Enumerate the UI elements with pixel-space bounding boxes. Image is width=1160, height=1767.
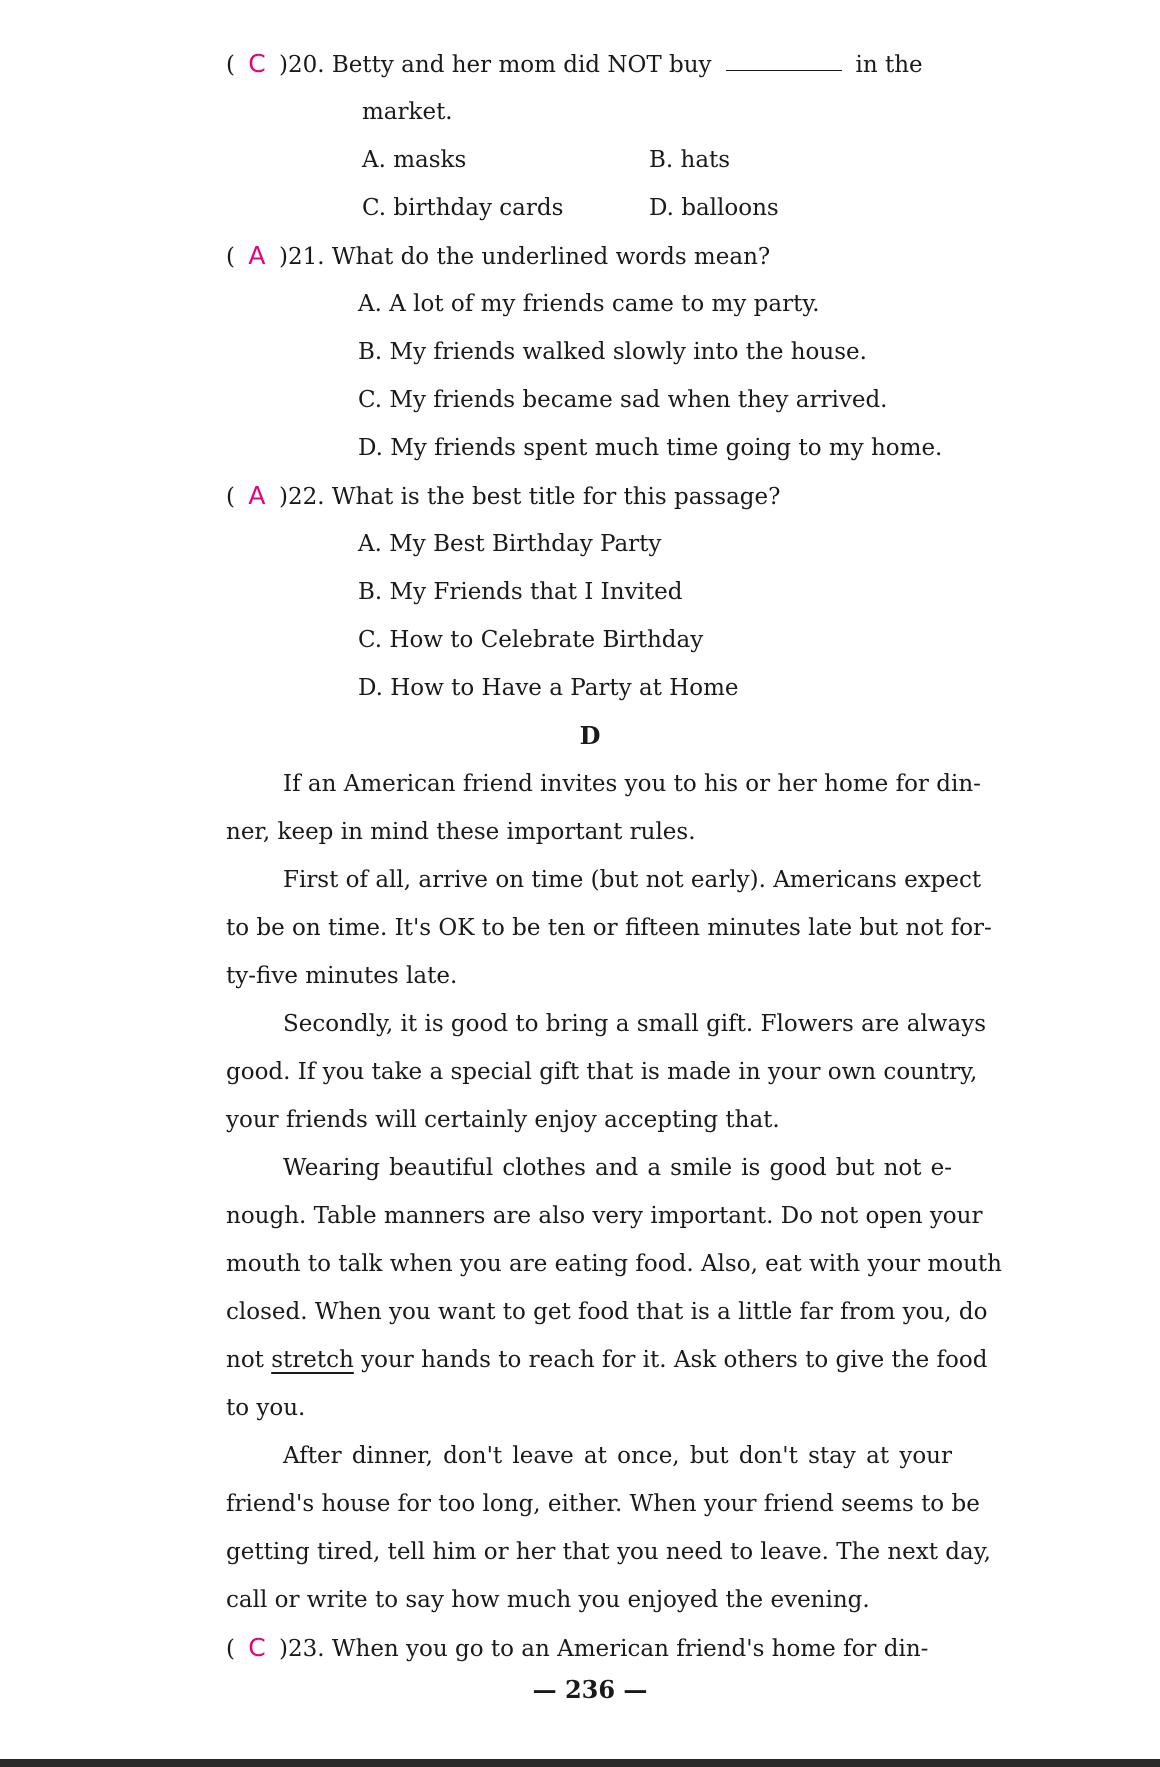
passage-line: friend's house for too long, either. When your friend seems to be bbox=[226, 1491, 980, 1517]
answer-22: A bbox=[248, 481, 266, 510]
passage-line: getting tired, tell him or her that you need to leave. The next day, bbox=[226, 1539, 991, 1565]
question-number-20: )20. bbox=[278, 52, 325, 78]
passage-line: ty-five minutes late. bbox=[226, 963, 458, 989]
question-21-stem: What do the underlined words mean? bbox=[331, 244, 771, 270]
open-paren: ( bbox=[226, 52, 235, 78]
option-d: D. My friends spent much time going to my home. bbox=[358, 435, 943, 461]
underlined-word: stretch bbox=[271, 1347, 354, 1373]
question-23 bbox=[226, 1633, 928, 1664]
passage-line: Wearing beautiful clothes and a smile is good but not e- bbox=[283, 1155, 952, 1181]
passage-line: nough. Table manners are also very important. Do not open your bbox=[226, 1203, 983, 1229]
option-a: A. masks bbox=[362, 147, 467, 173]
question-23-stem: When you go to an American friend's home for din- bbox=[331, 1636, 929, 1662]
question-22 bbox=[226, 481, 780, 512]
section-heading: D bbox=[579, 721, 601, 750]
question-number-22: )22. bbox=[278, 484, 325, 510]
page-number: — 236 — bbox=[532, 1675, 648, 1704]
option-c: C. My friends became sad when they arrived. bbox=[358, 387, 888, 413]
open-paren: ( bbox=[226, 1636, 235, 1662]
question-20-stem-end: in the bbox=[855, 52, 923, 78]
bottom-edge-bar bbox=[0, 1759, 1160, 1767]
question-20-stem: Betty and her mom did NOT buy bbox=[331, 52, 712, 78]
question-20 bbox=[226, 49, 923, 80]
passage-line: First of all, arrive on time (but not early). Americans expect bbox=[283, 867, 982, 893]
option-d: D. balloons bbox=[649, 195, 779, 221]
option-a: A. A lot of my friends came to my party. bbox=[358, 291, 820, 317]
passage-line: After dinner, don't leave at once, but don't stay at your bbox=[283, 1443, 952, 1469]
option-c: C. How to Celebrate Birthday bbox=[358, 627, 704, 653]
option-b: B. My Friends that I Invited bbox=[358, 579, 683, 605]
passage-line: to you. bbox=[226, 1395, 306, 1421]
option-a: A. My Best Birthday Party bbox=[358, 531, 662, 557]
question-number-23: )23. bbox=[278, 1636, 325, 1662]
option-c: C. birthday cards bbox=[362, 195, 564, 221]
passage-line: to be on time. It's OK to be ten or fifteen minutes late but not for- bbox=[226, 915, 992, 941]
passage-line: mouth to talk when you are eating food. Also, eat with your mouth bbox=[226, 1251, 1002, 1277]
answer-blank bbox=[726, 69, 842, 71]
question-21 bbox=[226, 241, 770, 272]
passage-line: your friends will certainly enjoy accepting that. bbox=[226, 1107, 780, 1133]
option-d: D. How to Have a Party at Home bbox=[358, 675, 739, 701]
passage-text: your hands to reach for it. Ask others to give the food bbox=[361, 1347, 988, 1373]
passage-line: good. If you take a special gift that is made in your own country, bbox=[226, 1059, 978, 1085]
question-22-stem: What is the best title for this passage? bbox=[331, 484, 781, 510]
passage-line: If an American friend invites you to his or her home for din- bbox=[283, 771, 981, 797]
answer-23: C bbox=[248, 1633, 266, 1662]
open-paren: ( bbox=[226, 484, 235, 510]
passage-line: ner, keep in mind these important rules. bbox=[226, 819, 696, 845]
answer-20: C bbox=[248, 49, 266, 78]
passage-line bbox=[226, 1345, 988, 1375]
open-paren: ( bbox=[226, 244, 235, 270]
option-b: B. hats bbox=[649, 147, 731, 173]
passage-line: call or write to say how much you enjoyed the evening. bbox=[226, 1587, 870, 1613]
option-b: B. My friends walked slowly into the house. bbox=[358, 339, 867, 365]
question-20-stem-cont: market. bbox=[362, 99, 453, 125]
passage-line: closed. When you want to get food that is a little far from you, do bbox=[226, 1299, 988, 1325]
passage-line: Secondly, it is good to bring a small gift. Flowers are always bbox=[283, 1011, 986, 1037]
question-number-21: )21. bbox=[278, 244, 325, 270]
answer-21: A bbox=[248, 241, 266, 270]
passage-text: not bbox=[226, 1347, 264, 1373]
